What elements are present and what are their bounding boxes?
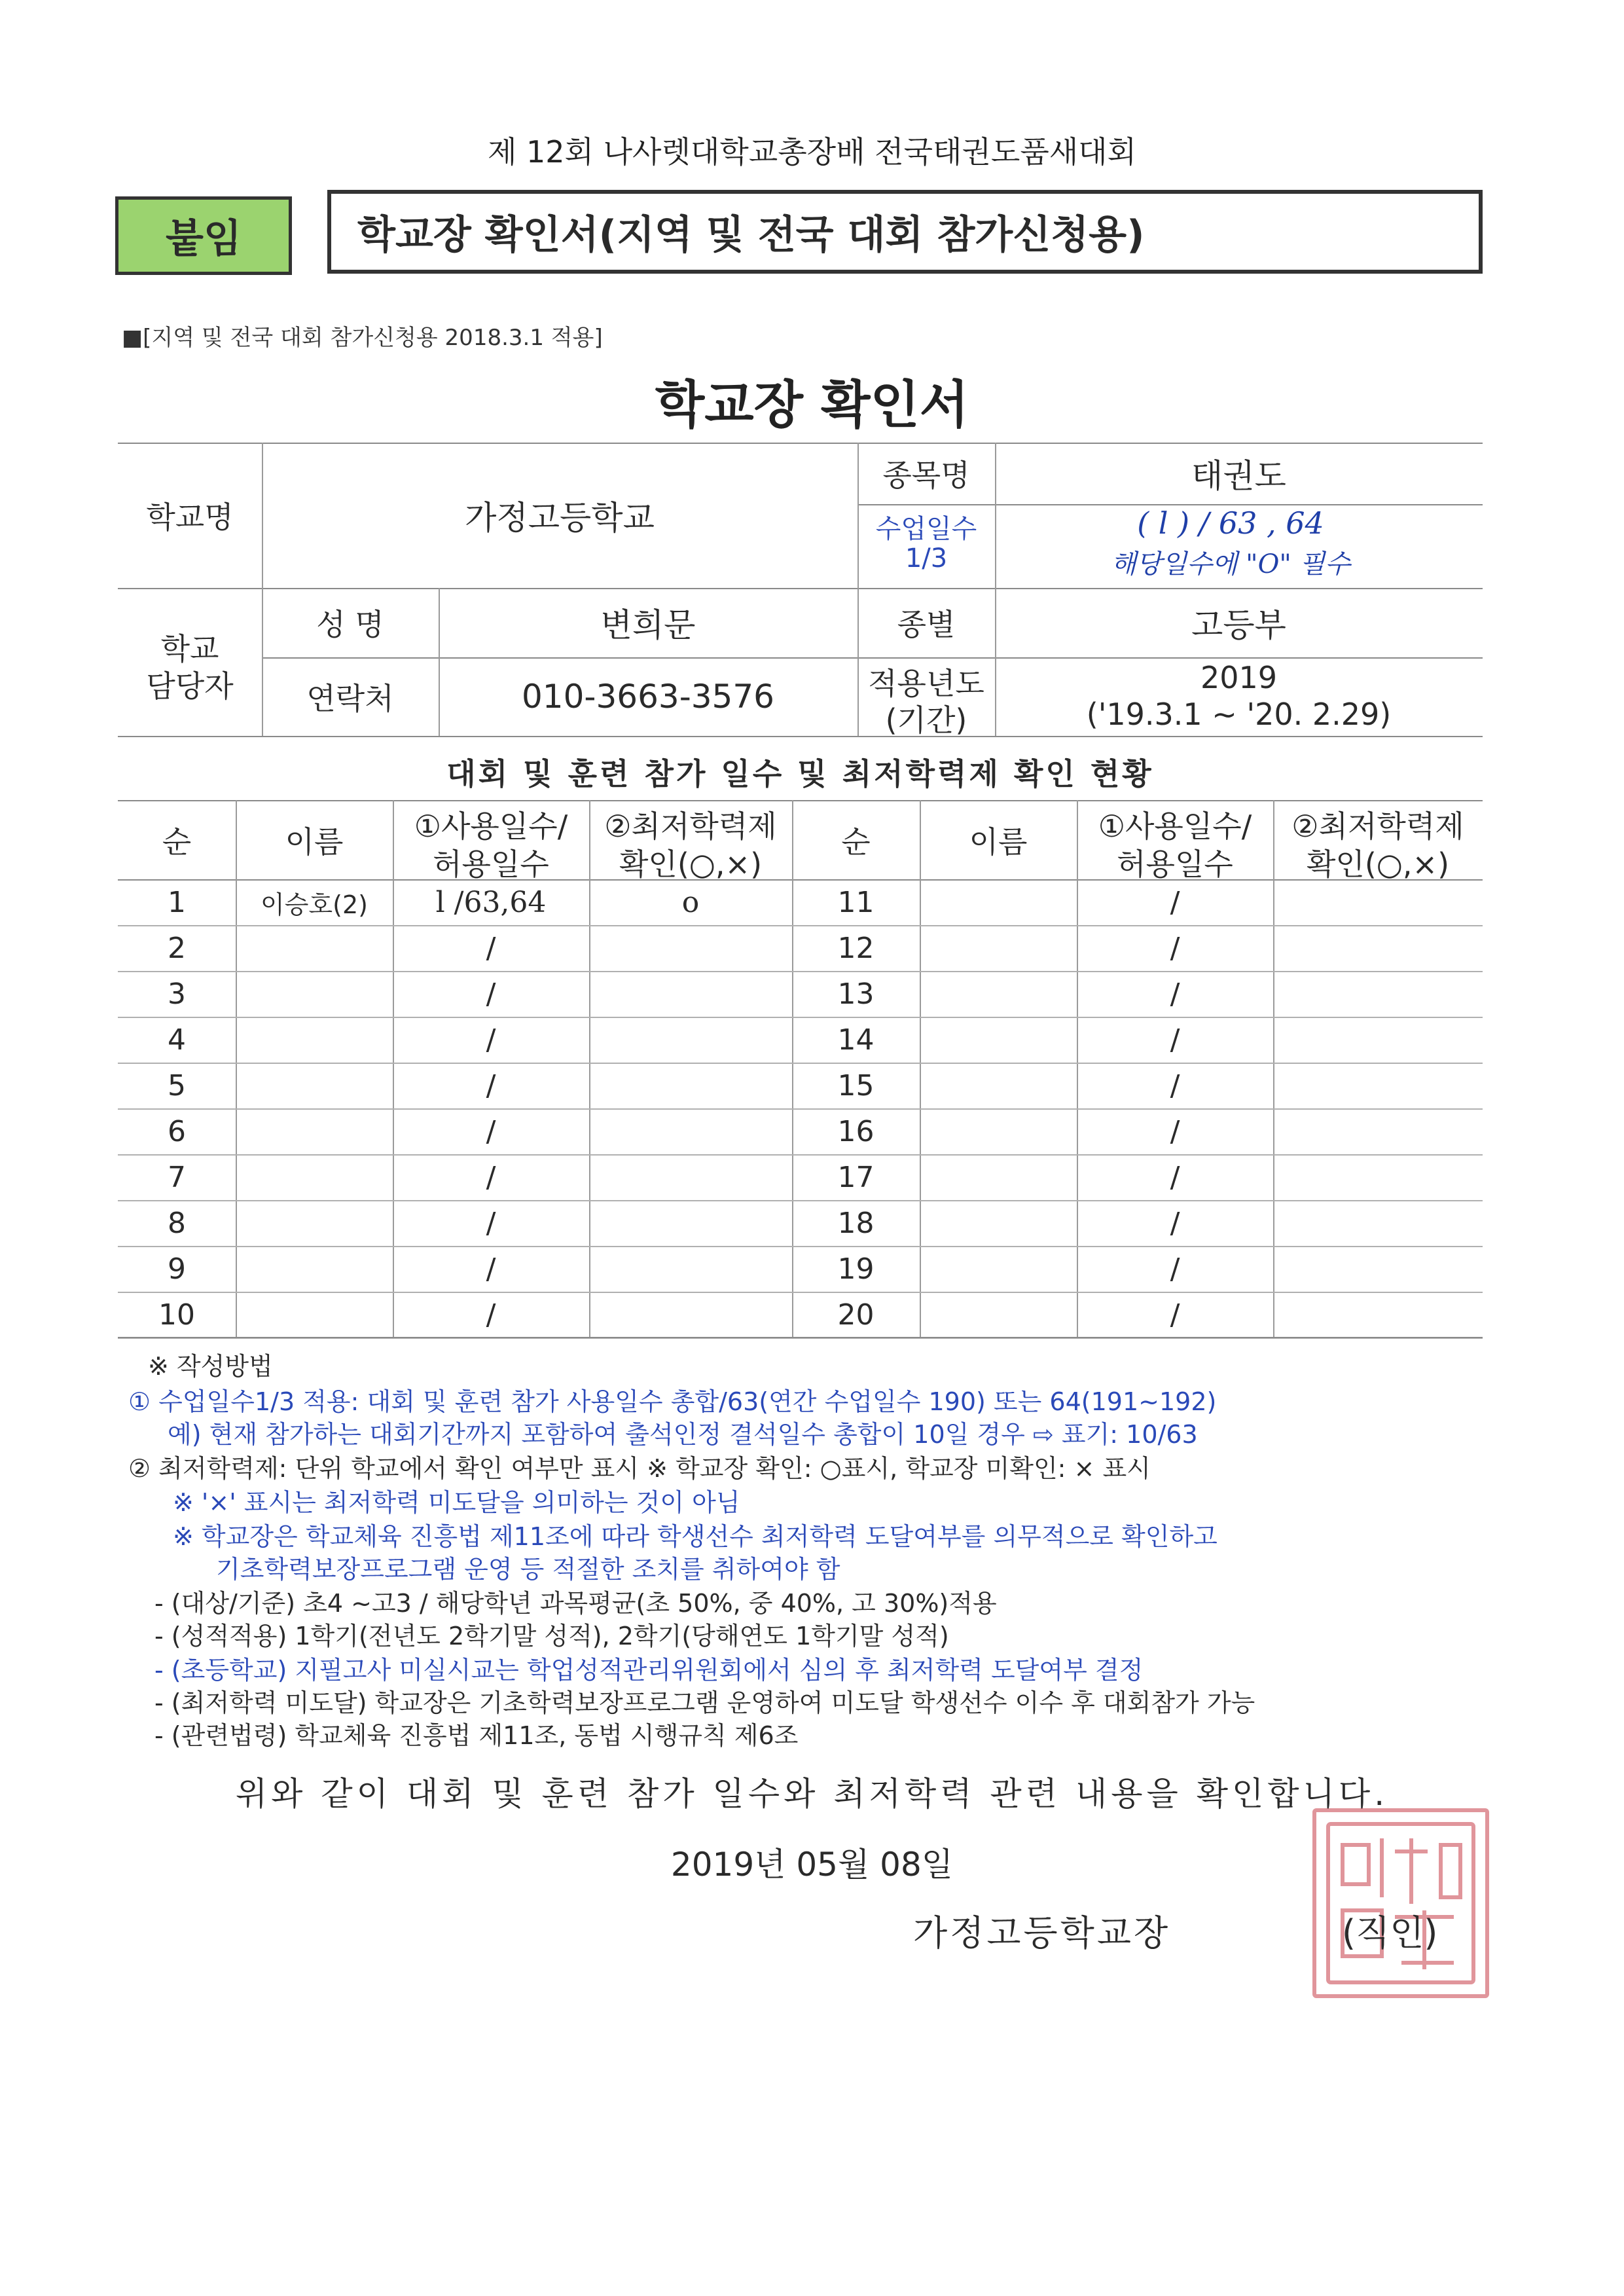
column-header-days-allowed: 허용일수 xyxy=(433,847,549,882)
category-value: 고등부 xyxy=(1191,606,1286,644)
status-cell-days: / xyxy=(486,1160,496,1194)
contact-label: 연락처 xyxy=(306,681,394,716)
class-days-fraction-label: 1/3 xyxy=(905,543,948,574)
status-cell-no: 1 xyxy=(168,885,186,919)
instruction-line: - (초등학교) 지필고사 미실시교는 학업성적관리위원회에서 심의 후 최저학력 도달여부 결정 xyxy=(154,1656,1144,1685)
status-cell-check xyxy=(1273,1108,1483,1154)
status-cell-check: o xyxy=(681,885,700,919)
class-days-label: 수업일수 xyxy=(875,514,977,544)
instruction-line: ※ '×' 표시는 최저학력 미도달을 의미하는 것이 아님 xyxy=(173,1488,740,1517)
status-cell-no: 8 xyxy=(168,1206,186,1240)
issue-date: 2019년 05월 08일 xyxy=(670,1846,954,1884)
status-cell-days: / xyxy=(1170,1114,1180,1148)
status-cell-days: / xyxy=(486,1298,496,1332)
school-name-label: 학교명 xyxy=(146,500,234,535)
class-days-note: 해당일수에 "O" 필수 xyxy=(1111,549,1350,579)
status-cell-name xyxy=(236,1154,393,1200)
column-header-name: 이름 xyxy=(969,824,1028,860)
status-cell-days: / xyxy=(486,1068,496,1102)
status-cell-check xyxy=(589,925,792,971)
status-cell-no: 9 xyxy=(168,1252,186,1286)
contact-value: 010-3663-3576 xyxy=(521,678,774,716)
status-cell-no: 12 xyxy=(837,931,875,965)
status-cell-check xyxy=(1273,925,1483,971)
competition-title: 제 12회 나사렛대학교총장배 전국태권도품새대회 xyxy=(487,134,1137,170)
year-period-label: (기간) xyxy=(885,702,967,738)
status-cell-no: 14 xyxy=(837,1023,875,1057)
status-cell-name xyxy=(920,879,1077,925)
status-cell-days: / xyxy=(486,1206,496,1240)
staff-label-school: 학교 xyxy=(160,631,219,666)
staff-label-manager: 담당자 xyxy=(146,668,234,704)
status-cell-no: 13 xyxy=(837,977,875,1011)
status-cell-name xyxy=(236,971,393,1017)
status-cell-no: 5 xyxy=(168,1068,186,1102)
status-cell-check xyxy=(589,1108,792,1154)
status-cell-name xyxy=(236,1292,393,1338)
instruction-line: 기초학력보장프로그램 운영 등 적절한 조치를 취하여야 함 xyxy=(216,1555,840,1584)
column-header-days-allowed: 허용일수 xyxy=(1117,847,1233,882)
status-cell-days: / xyxy=(486,1023,496,1057)
form-header-title: 학교장 확인서(지역 및 전국 대회 참가신청용) xyxy=(327,190,1483,274)
status-cell-no: 20 xyxy=(837,1298,875,1332)
status-cell-name xyxy=(920,1292,1077,1338)
status-cell-check xyxy=(589,1292,792,1338)
status-cell-check xyxy=(1273,1154,1483,1200)
official-seal-stamp xyxy=(1312,1808,1489,1998)
seal-label: (직인) xyxy=(1342,1912,1438,1954)
status-cell-name xyxy=(236,1200,393,1246)
status-cell-check xyxy=(1273,971,1483,1017)
status-cell-name xyxy=(920,1017,1077,1063)
document-title: 학교장 확인서 xyxy=(655,376,969,435)
status-cell-check xyxy=(1273,1063,1483,1108)
status-cell-check xyxy=(589,1063,792,1108)
principal-name: 가정고등학교장 xyxy=(913,1912,1171,1954)
category-label: 종별 xyxy=(897,607,956,642)
instruction-line: - (성적적용) 1학기(전년도 2학기말 성적), 2학기(당해연도 1학기말 성적) xyxy=(154,1622,949,1650)
status-cell-days: / xyxy=(486,977,496,1011)
status-cell-days: / xyxy=(1170,1023,1180,1057)
school-name-value: 가정고등학교 xyxy=(465,499,655,537)
status-cell-check xyxy=(589,1154,792,1200)
year-period-value: ('19.3.1 ~ '20. 2.29) xyxy=(1086,697,1392,732)
status-cell-days: / xyxy=(1170,1252,1180,1286)
instruction-line: ① 수업일수1/3 적용: 대회 및 훈련 참가 사용일수 총합/63(연간 수업일수 190) 또는 64(191~192) xyxy=(128,1387,1217,1416)
status-cell-no: 18 xyxy=(837,1206,875,1240)
status-cell-days: / xyxy=(486,1252,496,1286)
instruction-line: ※ 학교장은 학교체육 진흥법 제11조에 따라 학생선수 최저학력 도달여부를 의무적으로 확인하고 xyxy=(173,1522,1218,1551)
status-cell-name xyxy=(236,1017,393,1063)
column-header-check-mark: 확인(○,×) xyxy=(619,847,763,882)
status-cell-days: / xyxy=(1170,977,1180,1011)
column-header-check: ②최저학력제 xyxy=(1291,809,1464,844)
status-cell-no: 6 xyxy=(168,1114,186,1148)
status-cell-check xyxy=(589,1017,792,1063)
instruction-line: ② 최저학력제: 단위 학교에서 확인 여부만 표시 ※ 학교장 확인: ○표시, 학교장 미확인: × 표시 xyxy=(128,1454,1151,1483)
event-value: 태권도 xyxy=(1191,457,1286,495)
status-cell-name xyxy=(236,925,393,971)
status-cell-name xyxy=(236,1108,393,1154)
status-cell-check xyxy=(1273,1017,1483,1063)
status-cell-no: 3 xyxy=(168,977,186,1011)
status-cell-name xyxy=(236,1063,393,1108)
status-cell-check xyxy=(589,971,792,1017)
status-cell-name xyxy=(920,1063,1077,1108)
status-heading: 대회 및 훈련 참가 일수 및 최저학력제 확인 현황 xyxy=(446,756,1154,792)
status-cell-no: 10 xyxy=(158,1298,195,1332)
status-cell-days: / xyxy=(1170,1160,1180,1194)
column-header-check-mark: 확인(○,×) xyxy=(1306,847,1450,882)
class-days-value: ( l ) / 63 , 64 xyxy=(1137,505,1324,541)
status-cell-name xyxy=(920,1246,1077,1292)
attachment-badge: 붙임 xyxy=(115,196,292,275)
status-cell-check xyxy=(589,1200,792,1246)
status-cell-no: 19 xyxy=(837,1252,875,1286)
status-cell-name xyxy=(920,1108,1077,1154)
name-label: 성 명 xyxy=(316,607,384,642)
status-cell-days: / xyxy=(1170,931,1180,965)
status-cell-days: / xyxy=(1170,885,1180,919)
status-cell-no: 11 xyxy=(837,885,875,919)
status-cell-check xyxy=(589,1246,792,1292)
status-cell-no: 15 xyxy=(837,1068,875,1102)
status-cell-no: 17 xyxy=(837,1160,875,1194)
status-cell-days: / xyxy=(1170,1206,1180,1240)
status-cell-name xyxy=(236,1246,393,1292)
column-header-check: ②최저학력제 xyxy=(604,809,777,844)
status-cell-check xyxy=(1273,1292,1483,1338)
status-cell-name xyxy=(920,1200,1077,1246)
status-cell-no: 2 xyxy=(168,931,186,965)
status-cell-check xyxy=(1273,1246,1483,1292)
status-cell-check xyxy=(1273,879,1483,925)
status-cell-no: 7 xyxy=(168,1160,186,1194)
year-value: 2019 xyxy=(1200,660,1278,695)
column-header-no: 순 xyxy=(841,824,871,860)
status-cell-no: 4 xyxy=(168,1023,186,1057)
status-cell-name xyxy=(920,925,1077,971)
event-label: 종목명 xyxy=(882,458,970,493)
instruction-line: - (관련법령) 학교체육 진흥법 제11조, 동법 시행규칙 제6조 xyxy=(154,1721,799,1750)
status-cell-name: 이승호(2) xyxy=(261,890,368,919)
closing-statement: 위와 같이 대회 및 훈련 참가 일수와 최저학력 관련 내용을 확인합니다. xyxy=(235,1775,1389,1813)
year-label: 적용년도 xyxy=(868,666,984,701)
instruction-line: - (최저학력 미도달) 학교장은 기초학력보장프로그램 운영하여 미도달 학생선수 이수 후 대회참가 가능 xyxy=(154,1688,1255,1717)
instruction-line: 예) 현재 참가하는 대회기간까지 포함하여 출석인정 결석일수 총합이 10일 경우 ⇨ 표기: 10/63 xyxy=(168,1420,1198,1449)
column-header-name: 이름 xyxy=(285,824,344,860)
column-header-days: ①사용일수/ xyxy=(1098,809,1252,844)
status-cell-days: / xyxy=(1170,1298,1180,1332)
status-cell-days: / xyxy=(1170,1068,1180,1102)
status-cell-days: l /63,64 xyxy=(435,885,547,919)
instructions-heading: ※ 작성방법 xyxy=(148,1352,273,1381)
status-cell-no: 16 xyxy=(837,1114,875,1148)
status-cell-days: / xyxy=(486,1114,496,1148)
instruction-line: - (대상/기준) 초4 ~고3 / 해당학년 과목평균(초 50%, 중 40%, 고 30%)적용 xyxy=(154,1589,997,1618)
form-applicability-note: ■[지역 및 전국 대회 참가신청용 2018.3.1 적용] xyxy=(122,325,603,351)
status-cell-name xyxy=(920,1154,1077,1200)
status-cell-check xyxy=(1273,1200,1483,1246)
status-cell-days: / xyxy=(486,931,496,965)
seal-icon xyxy=(1316,1812,1485,1994)
staff-name-value: 변희문 xyxy=(600,606,696,644)
column-header-no: 순 xyxy=(162,824,192,860)
column-header-days: ①사용일수/ xyxy=(414,809,568,844)
status-cell-name xyxy=(920,971,1077,1017)
